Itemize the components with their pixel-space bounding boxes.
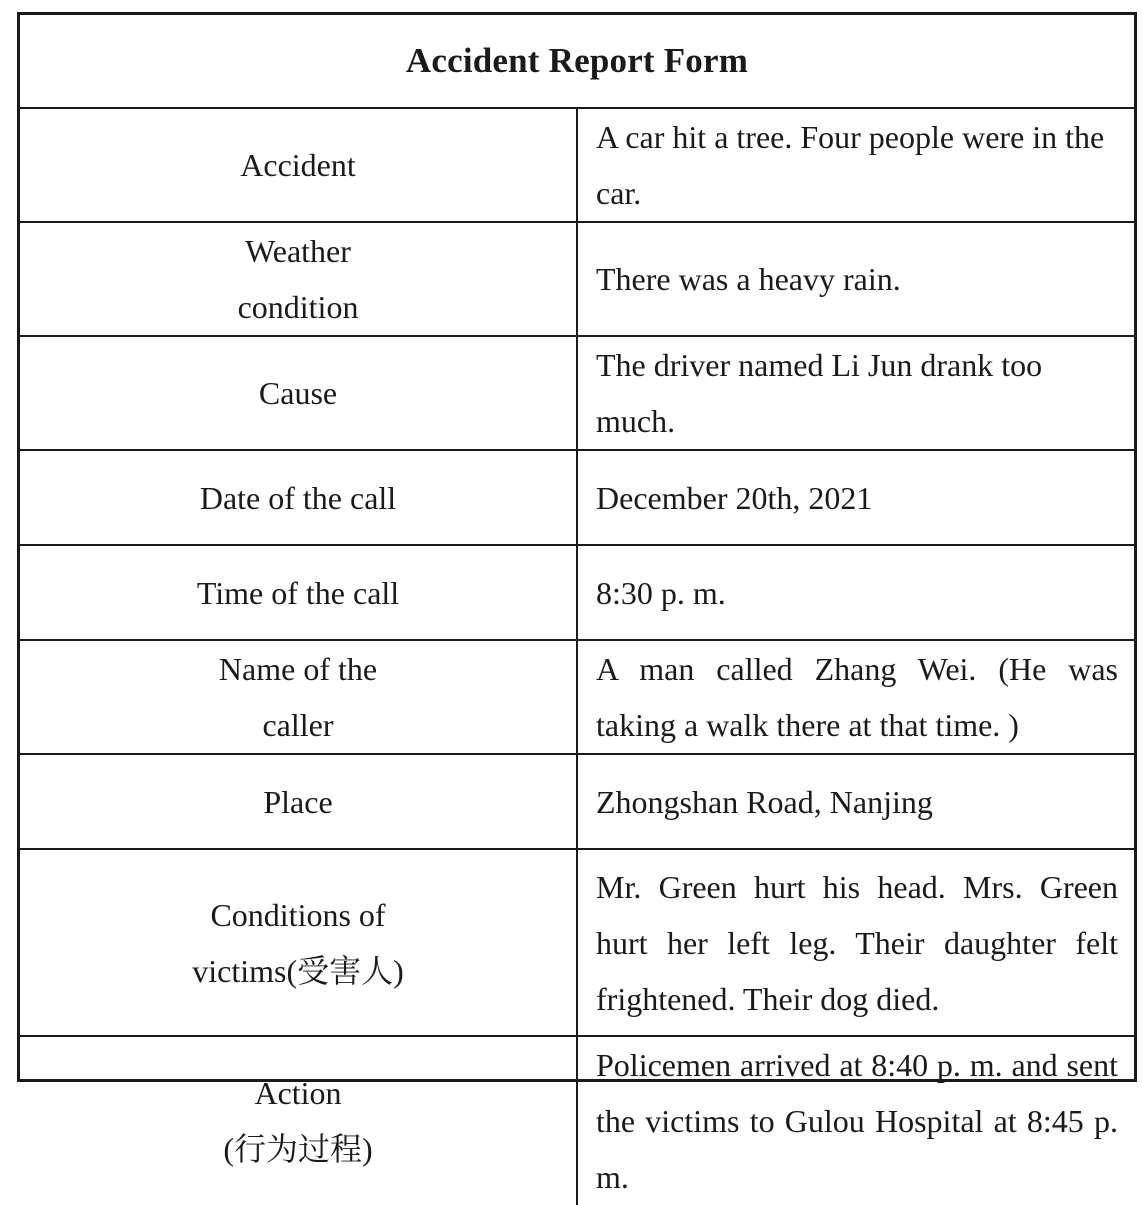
title-row (20, 15, 1134, 108)
row-label-line: Action (254, 1075, 342, 1111)
table-row (20, 849, 1134, 1036)
row-label-victims (20, 849, 577, 1036)
form-title: Accident Report Form (20, 15, 1134, 108)
row-label-line: Name of the (218, 651, 378, 687)
table-row (20, 1036, 1134, 1205)
row-label-cause: Cause (20, 336, 577, 450)
row-value-action: Policemen arrived at 8:40 p. m. and sent the victims to Gulou Hospital at 8:45 p. m. (577, 1036, 1134, 1205)
row-label-line: Conditions of (210, 896, 386, 933)
row-value-accident: A car hit a tree. Four people were in the car. (577, 108, 1134, 222)
table-row (20, 450, 1134, 545)
table-row (20, 336, 1134, 450)
row-label-weather (20, 222, 577, 336)
row-label-line: Weather (245, 233, 351, 269)
row-label-accident: Accident (20, 108, 577, 222)
table-row (20, 640, 1134, 754)
row-label-line: (行为过程) (223, 1131, 373, 1167)
row-value-weather: There was a heavy rain. (577, 222, 1134, 336)
row-label-place: Place (20, 754, 577, 849)
row-label-date: Date of the call (20, 450, 577, 545)
row-label-line: victims(受害人) (192, 952, 404, 989)
accident-report-form (17, 12, 1137, 1195)
row-label-line: caller (262, 707, 334, 743)
row-value-caller: A man called Zhang Wei. (He was taking a walk there at that time. ) (577, 640, 1134, 754)
row-value-cause: The driver named Li Jun drank too much. (577, 336, 1134, 450)
row-label-caller (20, 640, 577, 754)
row-value-place: Zhongshan Road, Nanjing (577, 754, 1134, 849)
table-row (20, 108, 1134, 222)
table-row (20, 754, 1134, 849)
row-value-time: 8:30 p. m. (577, 545, 1134, 640)
table-row (20, 222, 1134, 336)
row-value-victims: Mr. Green hurt his head. Mrs. Green hurt her left leg. Their daughter felt frightened. Their dog died. (577, 849, 1134, 1036)
row-label-time: Time of the call (20, 545, 577, 640)
row-label-line: condition (237, 289, 359, 325)
report-table (20, 15, 1134, 1205)
row-value-date: December 20th, 2021 (577, 450, 1134, 545)
row-label-action (20, 1036, 577, 1205)
table-row (20, 545, 1134, 640)
